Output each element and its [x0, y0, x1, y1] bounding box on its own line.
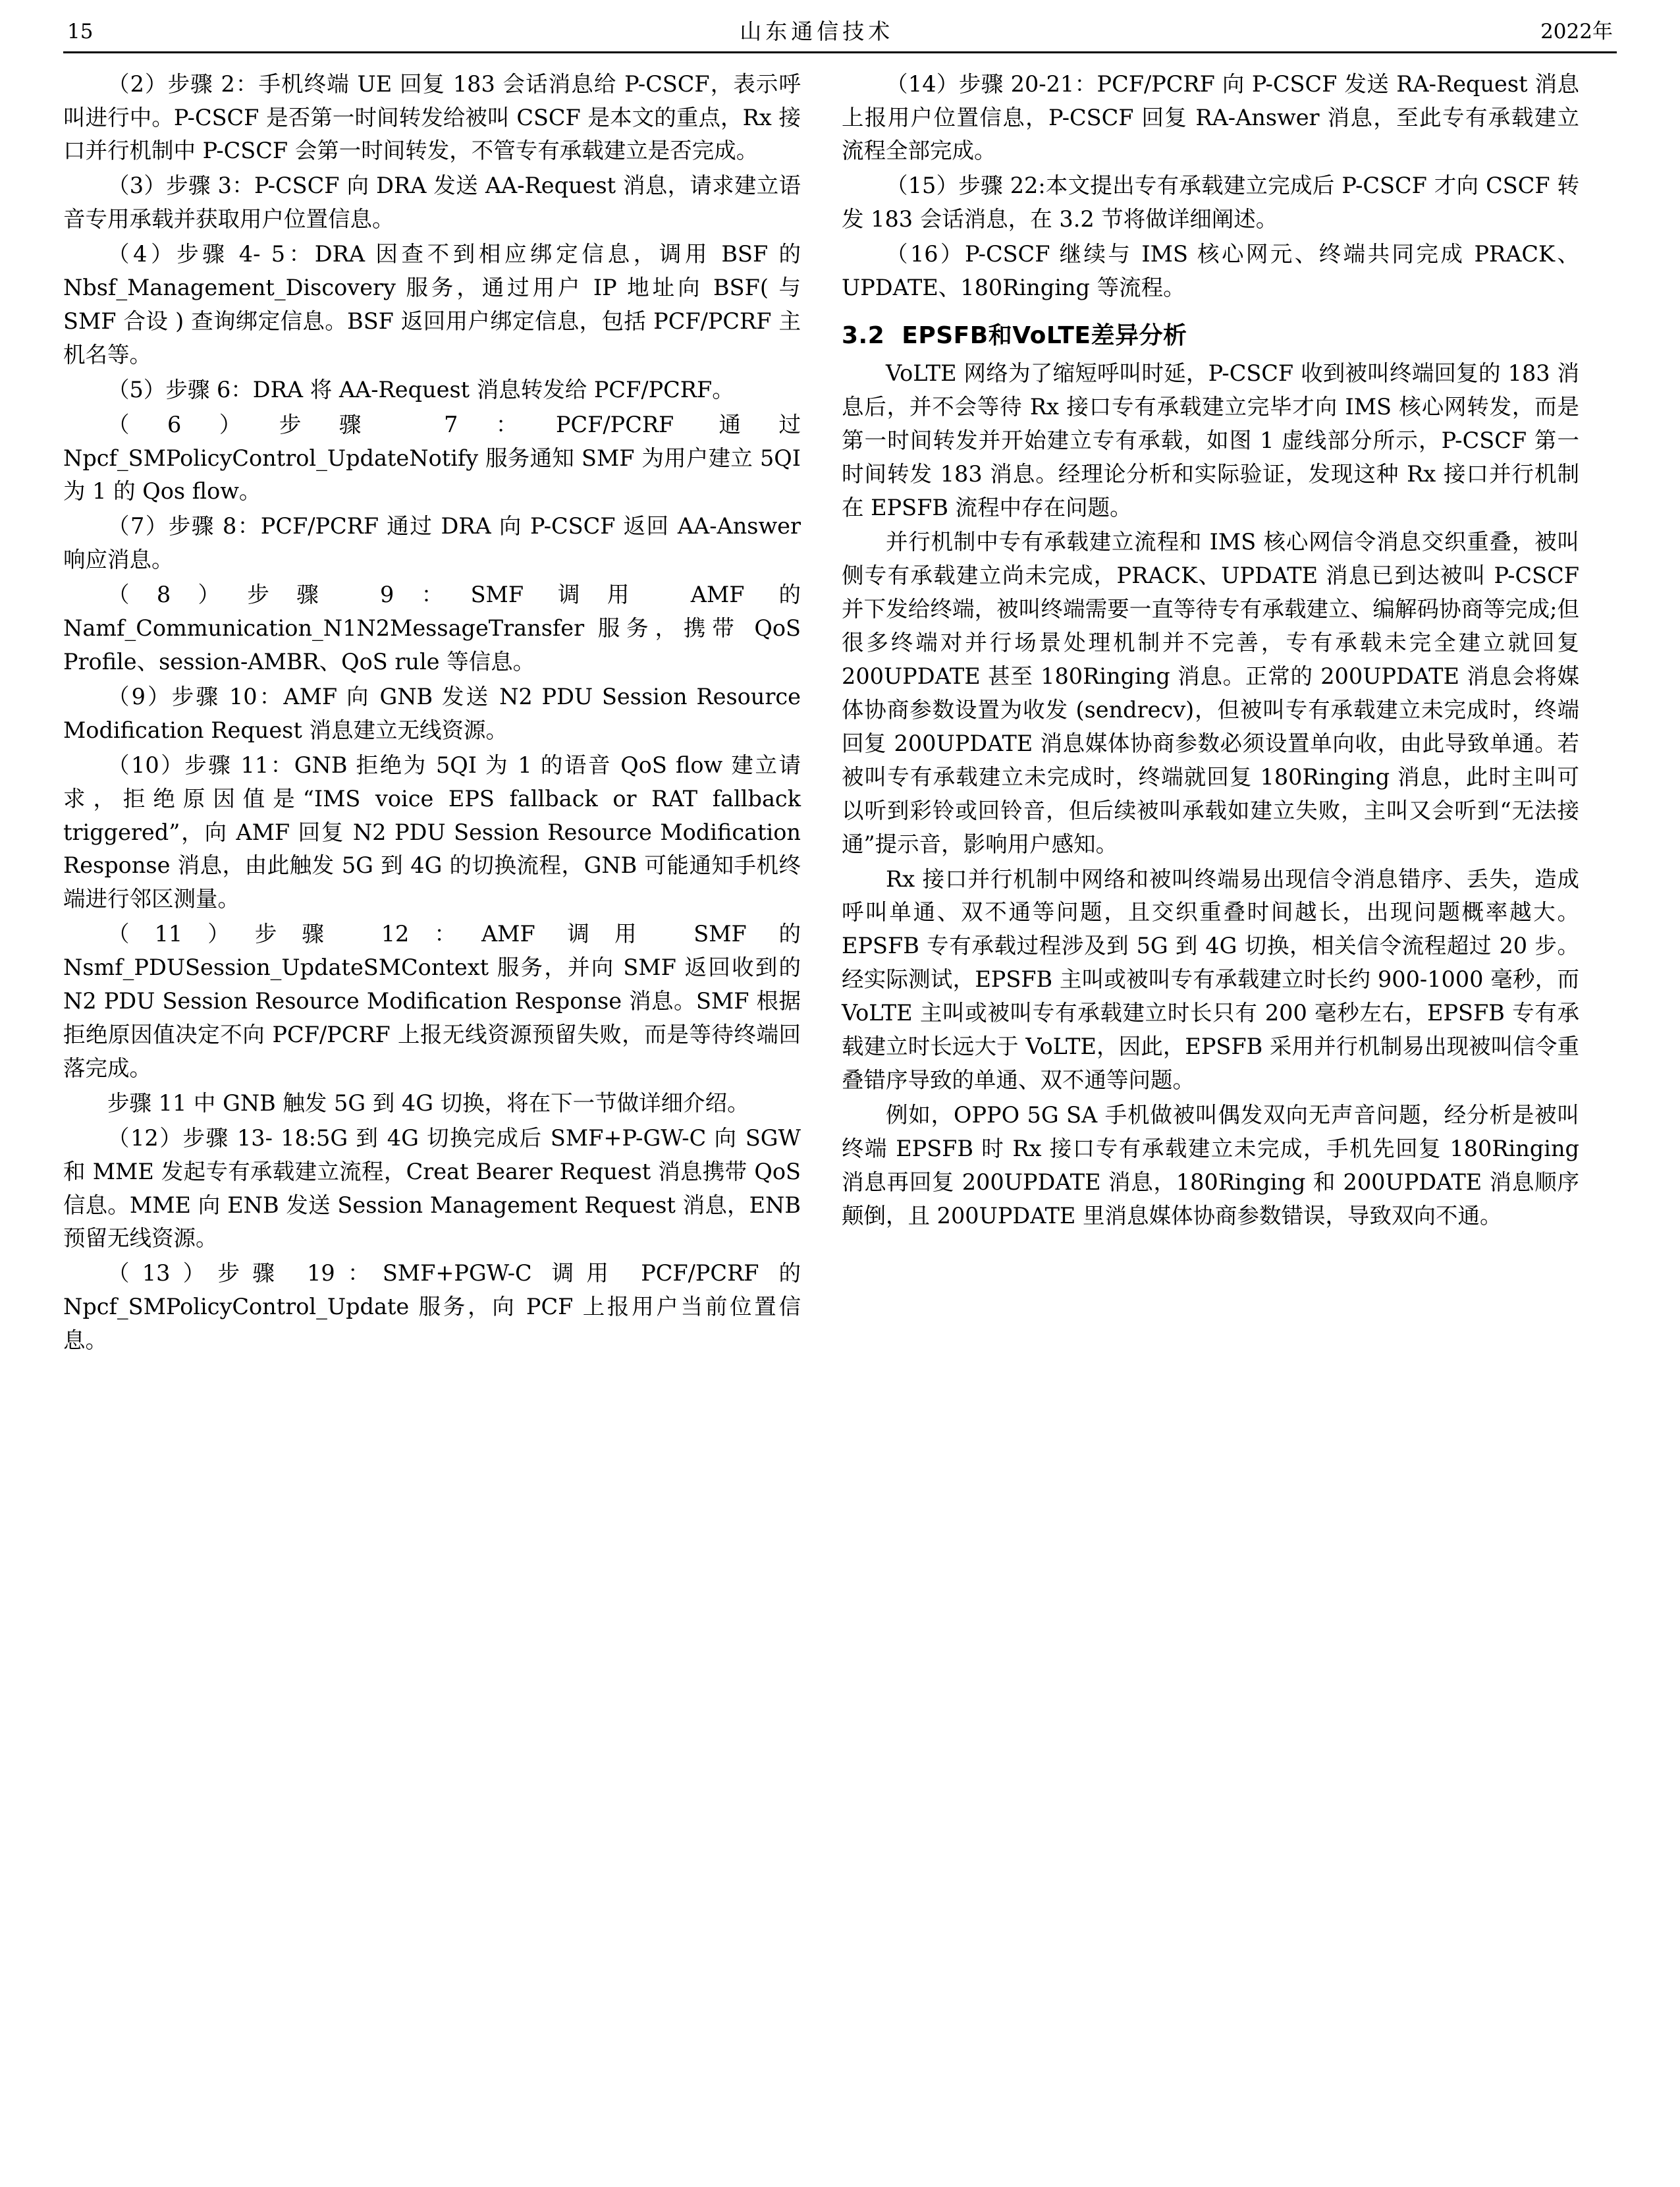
section-title: EPSFB和VoLTE差异分析: [902, 321, 1187, 349]
paragraph: 例如，OPPO 5G SA 手机做被叫偶发双向无声音问题，经分析是被叫终端 EPSFB 时 Rx 接口专有承载建立未完成，手机先回复 180Ringing 消息再回复 200UPDATE 消息，180Ringing 和 200UPDATE 消息顺序颠倒，且 200UPDATE 里消息媒体协商参数错误，导致双向不通。: [842, 1101, 1579, 1229]
journal-title: 山东通信技术: [740, 18, 894, 44]
paragraph: （3）步骤 3：P-CSCF 向 DRA 发送 AA-Request 消息，请求建立语音专用承载并获取用户位置信息。: [63, 173, 801, 233]
section-number: 3.2: [842, 321, 885, 349]
paragraph: （2）步骤 2：手机终端 UE 回复 183 会话消息给 P-CSCF，表示呼叫进行中。P-CSCF 是否第一时间转发给被叫 CSCF 是本文的重点，Rx 接口并行机制中 P-CSCF 会第一时间转发，不管专有承载建立是否完成。: [63, 70, 801, 164]
paragraph: （16）P-CSCF 继续与 IMS 核心网元、终端共同完成 PRACK、UPDATE、180Ringing 等流程。: [842, 241, 1579, 301]
left-column: [63, 68, 801, 1359]
page-body: [63, 68, 1617, 1359]
paragraph: （15）步骤 22:本文提出专有承载建立完成后 P-CSCF 才向 CSCF 转发 183 会话消息，在 3.2 节将做详细阐述。: [842, 173, 1579, 233]
right-column: [842, 68, 1579, 1359]
paragraph: （5）步骤 6：DRA 将 AA-Request 消息转发给 PCF/PCRF。: [107, 376, 734, 402]
page-header: [63, 18, 1617, 53]
paragraph: （4）步骤 4- 5：DRA 因查不到相应绑定信息，调用 BSF 的 Nbsf_Management_Discovery 服务，通过用户 IP 地址向 BSF( 与 SMF 合设 ) 查询绑定信息。BSF 返回用户绑定信息，包括 PCF/PCRF 主机名等。: [63, 241, 801, 368]
paragraph: （13）步骤 19：SMF+PGW-C 调用 PCF/PCRF 的 Npcf_SMPolicyControl_Update 服务，向 PCF 上报用户当前位置信息。: [63, 1260, 801, 1354]
paragraph: （14）步骤 20-21：PCF/PCRF 向 P-CSCF 发送 RA-Request 消息上报用户位置信息，P-CSCF 回复 RA-Answer 消息，至此专有承载建立流程全部完成。: [842, 70, 1579, 164]
paragraph: Rx 接口并行机制中网络和被叫终端易出现信令消息错序、丢失，造成呼叫单通、双不通等问题，且交织重叠时间越长，出现问题概率越大。EPSFB 专有承载过程涉及到 5G 到 4G 切换，相关信令流程超过 20 步。经实际测试，EPSFB 主叫或被叫专有承载建立时长约 900-1000 毫秒，而 VoLTE 主叫或被叫专有承载建立时长只有 200 毫秒左右，EPSFB 专有承载建立时长远大于 VoLTE，因此，EPSFB 采用并行机制易出现被叫信令重叠错序导致的单通、双不通等问题。: [842, 866, 1579, 1093]
paragraph: （11）步骤 12：AMF 调用 SMF 的 Nsmf_PDUSession_UpdateSMContext 服务，并向 SMF 返回收到的 N2 PDU Session Resource Modification Response 消息。SMF 根据拒绝原因值决定不向 PCF/PCRF 上报无线资源预留失败，而是等待终端回落完成。: [63, 921, 801, 1081]
page-number: 15: [67, 20, 94, 44]
publication-year: 2022年: [1540, 20, 1613, 44]
paragraph: （12）步骤 13- 18:5G 到 4G 切换完成后 SMF+P-GW-C 向 SGW 和 MME 发起专有承载建立流程，Creat Bearer Request 消息携带 QoS 信息。MME 向 ENB 发送 Session Management Request 消息，ENB 预留无线资源。: [63, 1124, 801, 1252]
paragraph: 步骤 11 中 GNB 触发 5G 到 4G 切换，将在下一节做详细介绍。: [107, 1090, 749, 1116]
paragraph: （7）步骤 8：PCF/PCRF 通过 DRA 向 P-CSCF 返回 AA-Answer 响应消息。: [63, 513, 801, 573]
paragraph: （9）步骤 10：AMF 向 GNB 发送 N2 PDU Session Resource Modification Request 消息建立无线资源。: [63, 683, 801, 743]
paragraph: VoLTE 网络为了缩短呼叫时延，P-CSCF 收到被叫终端回复的 183 消息后，并不会等待 Rx 接口专有承载建立完毕才向 IMS 核心网转发，而是第一时间转发并开始建立专有承载，如图 1 虚线部分所示，P-CSCF 第一时间转发 183 消息。经理论分析和实际验证，发现这种 Rx 接口并行机制在 EPSFB 流程中存在问题。: [842, 360, 1579, 520]
section-heading: [842, 317, 1579, 350]
paragraph: （8）步骤 9：SMF 调用 AMF 的 Namf_Communication_N1N2MessageTransfer 服务，携带 QoS Profile、session-AMBR、QoS rule 等信息。: [63, 582, 801, 675]
paragraph: （10）步骤 11：GNB 拒绝为 5QI 为 1 的语音 QoS flow 建立请求，拒绝原因值是“IMS voice EPS fallback or RAT fallback triggered”，向 AMF 回复 N2 PDU Session Resource Modification Response 消息，由此触发 5G 到 4G 的切换流程，GNB 可能通知手机终端进行邻区测量。: [63, 752, 801, 912]
paragraph: 并行机制中专有承载建立流程和 IMS 核心网信令消息交织重叠，被叫侧专有承载建立尚未完成，PRACK、UPDATE 消息已到达被叫 P-CSCF 并下发给终端，被叫终端需要一直等待专有承载建立、编解码协商等完成;但很多终端对并行场景处理机制并不完善，专有承载未完全建立就回复 200UPDATE 甚至 180Ringing 消息。正常的 200UPDATE 消息会将媒体协商参数设置为收发 (sendrecv)，但被叫专有承载建立未完成时，终端回复 200UPDATE 消息媒体协商参数必须设置单向收，由此导致单通。若被叫专有承载建立未完成时，终端就回复 180Ringing 消息，此时主叫可以听到彩铃或回铃音，但后续被叫承载如建立失败，主叫又会听到“无法接通”提示音，影响用户感知。: [842, 529, 1579, 857]
paragraph: （6）步骤 7：PCF/PCRF 通过 Npcf_SMPolicyControl_UpdateNotify 服务通知 SMF 为用户建立 5QI 为 1 的 Qos flow。: [63, 411, 801, 505]
